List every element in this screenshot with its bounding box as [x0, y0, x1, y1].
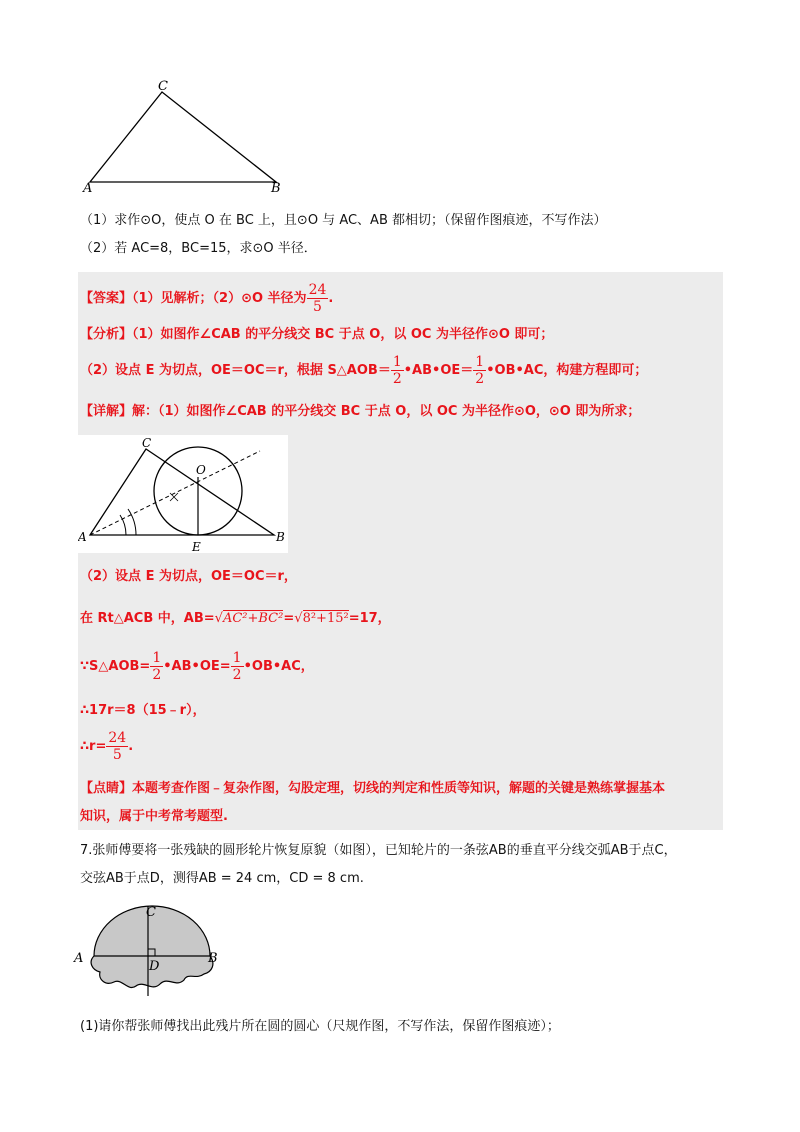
q7-sub-1: (1)请你帮张师傅找出此残片所在圆的圆心（尺规作图，不写作法，保留作图痕迹）；: [80, 1019, 560, 1034]
frac-num: 24: [108, 730, 127, 746]
because-frac-1: [150, 650, 163, 683]
analysis-2-prefix: （2）设点 E 为切点，OE＝OC＝r，根据 S△AOB＝: [80, 363, 391, 378]
analysis-1: 【分析】（1）如图作∠CAB 的平分线交 BC 于点 O，以 OC 为半径作⊙O 即可；: [80, 327, 554, 342]
answer-numerator: 24: [308, 282, 327, 298]
label-e: E: [192, 540, 201, 554]
label-b: B: [208, 951, 218, 966]
label-a: A: [74, 951, 84, 966]
answer-denominator: 5: [313, 299, 322, 315]
construction-figure: [78, 435, 288, 557]
frac-den: 2: [392, 371, 402, 387]
frac-den: 5: [112, 747, 122, 763]
because-frac-2: [231, 650, 244, 683]
angle-bisector: [90, 451, 260, 535]
comment-1: 【点睛】本题考查作图﹣复杂作图，勾股定理，切线的判定和性质等知识，解题的关键是熟练掌握基本: [80, 781, 666, 796]
rt-prefix: 在 Rt△ACB 中，AB=: [80, 611, 215, 626]
frac-num: 1: [232, 650, 242, 666]
because-mid: •AB•OE=: [163, 659, 231, 674]
label-c: C: [146, 905, 156, 920]
label-a: A: [83, 181, 93, 196]
sqrt-2: √8²+15²: [294, 611, 349, 626]
therefore-2-suffix: .: [128, 739, 134, 754]
frac-num: 1: [152, 650, 162, 666]
label-b: B: [271, 181, 281, 196]
frac-den: 2: [152, 667, 162, 683]
label-c: C: [142, 436, 152, 450]
analysis-2-frac-2: [473, 354, 486, 387]
because-line: [80, 648, 314, 686]
therefore-1: ∴17r＝8（15﹣r），: [80, 703, 206, 718]
therefore-2: [80, 728, 133, 766]
broken-wheel-figure: [72, 900, 228, 1000]
sqrt-2-radicand: 8²+15²: [302, 611, 349, 626]
label-c: C: [158, 79, 168, 94]
answer-line: [80, 280, 333, 318]
analysis-2-frac-1: [391, 354, 404, 387]
triangle: [90, 449, 274, 535]
question-1: （1）求作⊙O，使点 O 在 BC 上，且⊙O 与 AC、AB 都相切；（保留作图痕迹，不写作法）: [80, 213, 607, 228]
rt-eq: =: [283, 611, 295, 626]
comment-2: 知识，属于中考常考题型.: [80, 809, 228, 824]
detail-1: 【详解】解：（1）如图作∠CAB 的平分线交 BC 于点 O，以 OC 为半径作⊙O，⊙O 即为所求；: [80, 404, 641, 419]
q7-line-1: 7.张师傅要将一张残缺的圆形轮片恢复原貌（如图），已知轮片的一条弦AB的垂直平分线交弧AB于点C，: [80, 843, 677, 858]
because-prefix: ∵S△AOB=: [80, 659, 151, 674]
frac-den: 2: [475, 371, 485, 387]
detail-2: （2）设点 E 为切点，OE＝OC＝r，: [80, 569, 297, 584]
sqrt-1: √AC²+BC²: [214, 611, 284, 626]
label-b: B: [276, 530, 285, 544]
label-d: D: [149, 959, 160, 974]
question-2: （2）若 AC=8，BC=15，求⊙O 半径．: [80, 241, 317, 256]
analysis-2: [80, 352, 647, 390]
triangle-figure: [80, 78, 290, 196]
frac-num: 1: [475, 354, 485, 370]
q7-line-2: 交弦AB于点D，测得AB = 24 cm，CD = 8 cm.: [80, 871, 364, 886]
therefore-2-frac: [106, 730, 128, 763]
answer-prefix: 【答案】（1）见解析；（2）⊙O 半径为: [80, 291, 307, 306]
rt-line: [80, 606, 391, 632]
sqrt-1-radicand: AC²+BC²: [222, 611, 284, 626]
answer-suffix: .: [328, 291, 334, 306]
label-a: A: [78, 530, 87, 544]
analysis-2-suffix: •OB•AC，构建方程即可；: [486, 363, 648, 378]
frac-num: 1: [392, 354, 402, 370]
rt-suffix: =17，: [348, 611, 391, 626]
analysis-2-mid: •AB•OE＝: [403, 363, 474, 378]
frac-den: 2: [232, 667, 242, 683]
triangle-abc: [90, 92, 276, 182]
answer-fraction: [307, 282, 329, 315]
because-suffix: •OB•AC，: [243, 659, 314, 674]
therefore-2-prefix: ∴r=: [80, 739, 107, 754]
label-o: O: [196, 463, 206, 477]
